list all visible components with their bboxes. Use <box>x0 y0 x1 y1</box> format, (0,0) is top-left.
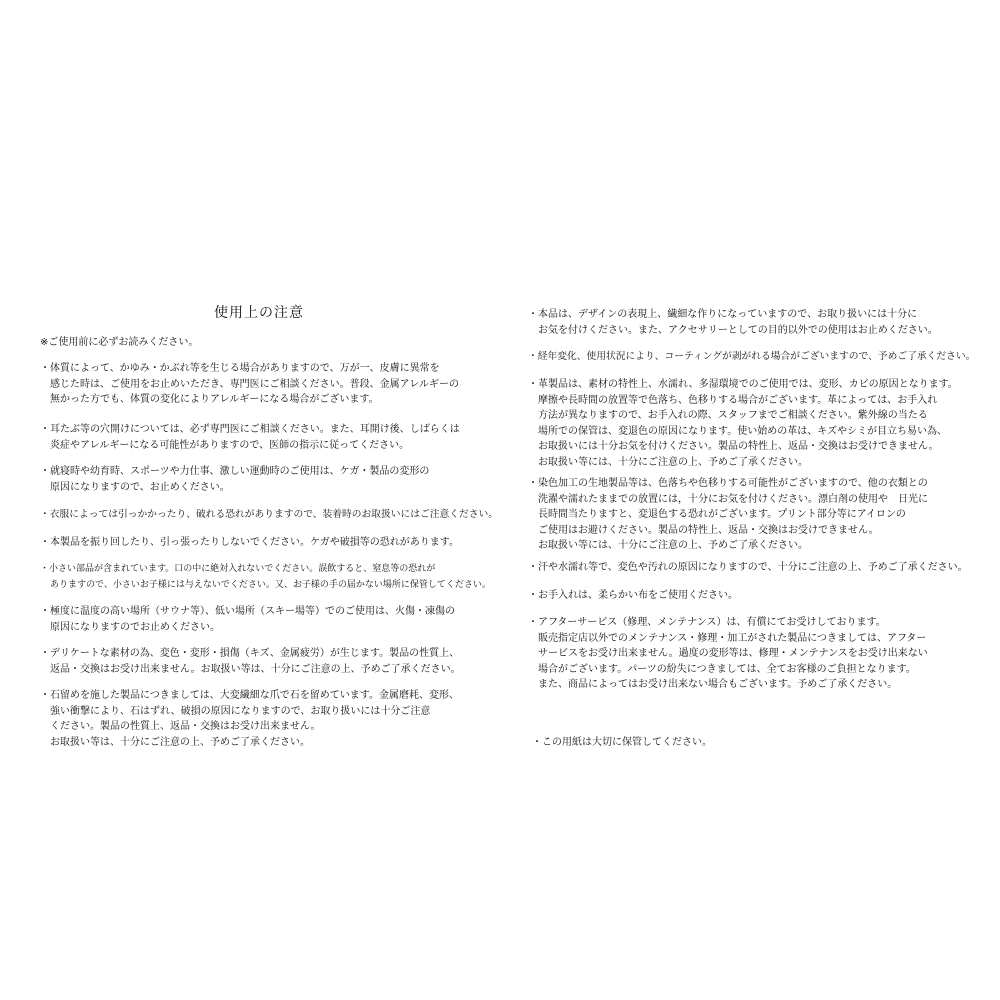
note-line: 原因になりますので、お止めください。 <box>50 481 230 493</box>
note-line: 長時間当たりますと、変退色する恐れがございます。プリント部分等にアイロンの <box>538 509 906 520</box>
note-line: ・本品は、デザインの表現上、繊細な作りになっていますので、お取り扱いには十分に <box>528 309 918 320</box>
note-line: ・体質によって、かゆみ・かぶれ等を生じる場合がありますので、万が一、皮膚に異常を <box>40 363 440 374</box>
note-line: ・極度に温度の高い場所（サウナ等）、低い場所（スキー場等）でのご使用は、火傷・凍傷の <box>40 606 455 617</box>
note-line: ください。製品の性質上、返品・交換はお受け出来ません。 <box>50 721 321 732</box>
note-line: 無かった方でも、体質の変化によりアレルギーになる場合がございます。 <box>50 394 379 405</box>
note-line: 返品・交換はお受け出来ません。お取扱い等は、十分にご注意の上、予めご了承ください。 <box>50 663 461 675</box>
note-ear-piercing <box>40 422 460 453</box>
note-line: お気を付けください。また、アクセサリーとしての目的以外での使用はお止めください。 <box>538 324 938 336</box>
note-line: 場所での保管は、変退色の原因になります。使い始めの革は、キズやシミが目立ち易い為、 <box>538 425 947 437</box>
note-dyed-fabric <box>528 476 928 554</box>
note-keep-paper <box>532 735 712 751</box>
note-line: 場合がございます。パーツの紛失につきましては、全てお客様のご負担となります。 <box>538 663 916 675</box>
note-allergy <box>40 361 459 408</box>
note-swinging <box>40 535 459 551</box>
note-line: ・アフターサービス（修理、メンテナンス）は、有償にてお受けしております。 <box>528 617 886 628</box>
note-line: 感じた時は、ご使用をお止めいただき、専門医にご相談ください。普段、金属アレルギーの <box>50 378 459 390</box>
note-line: ・衣服によっては引っかかったり、破れる恐れがありますので、装着時のお取扱いにはご注意ください。 <box>40 509 499 520</box>
note-line: 方法が異なりますので、お手入れの際、スタッフまでご相談ください。紫外線の当たる <box>538 410 928 421</box>
note-line: また、商品によってはお受け出来ない場合もございます。予めご了承ください。 <box>538 679 898 690</box>
note-line: ・染色加工の生地製品等は、色落ちや色移りする可能性がございますので、他の衣類との <box>528 478 928 489</box>
page-title: 使用上の注意 <box>214 305 304 321</box>
note-leather <box>528 377 958 470</box>
note-line: 強い衝撃により、石はずれ、破損の原因になりますので、お取り扱いには十分ご注意 <box>50 705 431 717</box>
note-delicate-material <box>40 646 461 677</box>
note-line: ・この用紙は大切に保管してください。 <box>532 737 712 748</box>
note-temperature <box>40 604 455 635</box>
note-line: ・デリケートな素材の為、変色・変形・損傷（キズ、金属疲労）が生じます。製品の性質上、 <box>40 648 460 659</box>
note-stone-setting <box>40 688 459 750</box>
note-line: 洗濯や濡れたままでの放置には，十分にお気を付けください。漂白剤の使用や 日光に <box>538 493 928 505</box>
note-line: 原因になりますのでお止めください。 <box>50 621 220 633</box>
note-line: ご使用はお避けください。製品の特性上、返品・交換はお受けできません。 <box>538 524 879 536</box>
note-line: ・汗や水濡れ等で、変色や汚れの原因になりますので、十分にご注意の上、予めご了承ください。 <box>528 562 968 573</box>
note-small-parts <box>40 562 491 593</box>
note-line: 摩擦や長時間の放置等で色落ち、色移りする場合がございます。革によっては、お手入れ <box>538 394 938 406</box>
note-line: ありますので、小さいお子様には与えないでください。又、お子様の手の届かない場所に保管してください。 <box>50 579 491 590</box>
intro-note: ※ご使用前に必ずお読みください。 <box>40 337 199 348</box>
note-after-service <box>528 615 928 693</box>
note-line: サービスをお受け出来ません。過度の変形等は、修理・メンテナンスをお受け出来ない <box>538 648 928 659</box>
note-sleep-sports <box>40 464 429 495</box>
note-line: お取扱いには十分お気を付けください。製品の特性上、返品・交換はお受けできません。 <box>538 441 939 452</box>
note-coating <box>528 349 975 365</box>
note-care <box>528 588 738 604</box>
note-line: 販売指定店以外でのメンテナンス・修理・加工がされた製品につきましては、アフター <box>538 632 927 644</box>
note-clothing <box>40 507 498 523</box>
note-sweat-water <box>528 560 968 576</box>
note-line: ・経年変化、使用状況により、コーティングが剥がれる場合がございますので、予めご了承ください。 <box>528 351 976 362</box>
note-line: ・お手入れは、柔らかい布をご使用ください。 <box>528 590 738 601</box>
note-line: お取扱い等には、十分にご注意の上、予めご了承ください。 <box>538 456 808 468</box>
note-line: お取扱い等には、十分にご注意の上、予めご了承ください。 <box>538 540 808 551</box>
note-line: ・小さい部品が含まれています。口の中に絶対入れないでください。誤飲すると、窒息等の恐れが <box>40 564 436 574</box>
note-line: ・耳たぶ等の穴開けについては、必ず専門医にご相談ください。また、耳開け後、しばらくは <box>40 424 460 435</box>
note-line: お取扱い等は、十分にご注意の上、予めご了承ください。 <box>50 736 310 748</box>
note-line: ・革製品は、素材の特性上、水濡れ、多湿環境でのご使用では、変形、カビの原因となります。 <box>528 379 958 390</box>
note-delicate-design <box>528 307 938 338</box>
note-line: 炎症やアレルギーになる可能性がありますので、医師の指示に従ってください。 <box>50 439 410 451</box>
note-line: ・石留めを施した製品につきましては、大変繊細な爪で石を留めています。金属磨耗、変形、 <box>40 690 459 701</box>
note-line: ・本製品を振り回したり、引っ張ったりしないでください。ケガや破損等の恐れがあります。 <box>40 537 459 548</box>
note-line: ・就寝時や幼育時、スポーツや力仕事、激しい運動時のご使用は、ケガ・製品の変形の <box>40 466 430 477</box>
